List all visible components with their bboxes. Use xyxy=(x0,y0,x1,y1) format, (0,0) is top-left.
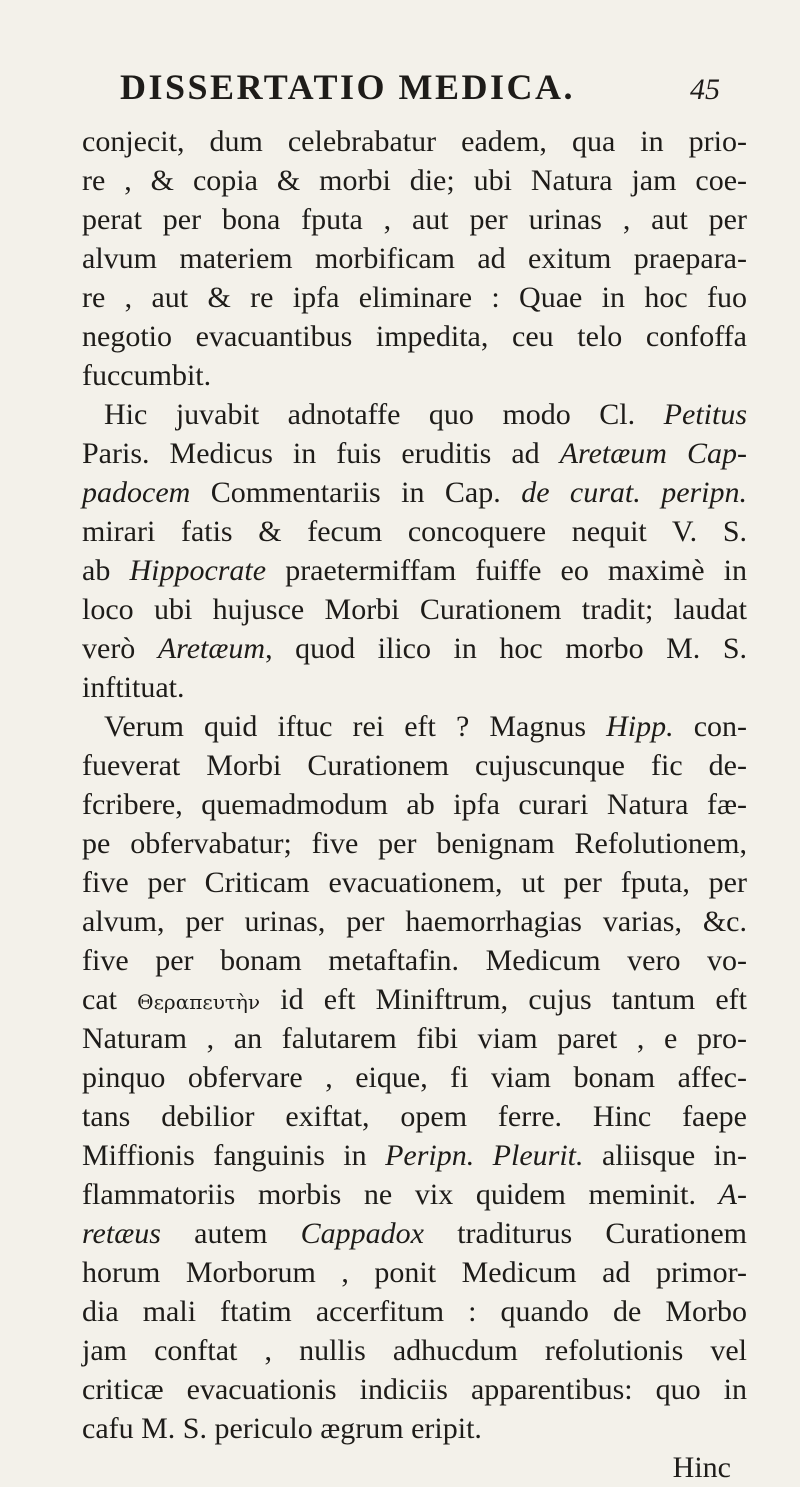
text-line: re , aut & re ipfa eliminare : Quae in hoc fuo xyxy=(82,281,747,314)
body-text xyxy=(82,122,747,1487)
text-line: loco ubi hujusce Morbi Curationem tradit; laudat xyxy=(82,593,747,626)
page-number: 45 xyxy=(690,73,720,106)
text-line: five per Criticam evacuationem, ut per fputa, per xyxy=(82,866,747,899)
text-line: tans debilior exiftat, opem ferre. Hinc faepe xyxy=(82,1100,747,1133)
text-line: jam conftat , nullis adhucdum refolutionis vel xyxy=(82,1334,747,1367)
text-line: Miffionis fanguinis in Peripn. Pleurit. aliisque in- xyxy=(82,1139,748,1172)
running-head xyxy=(120,66,720,116)
text-line: alvum, per urinas, per haemorrhagias varias, &c. xyxy=(82,905,747,938)
text-line: Naturam , an falutarem fibi viam paret , e pro- xyxy=(82,1022,747,1055)
text-line: mirari fatis & fecum concoquere nequit V. S. xyxy=(82,515,747,548)
text-line: padocem Commentariis in Cap. de curat. peripn. xyxy=(82,476,748,509)
text-line: pe obfervabatur; five per benignam Refolutionem, xyxy=(82,827,747,860)
text-line: verò Aretæum, quod ilico in hoc morbo M. S. xyxy=(82,632,748,665)
text-line: pinquo obfervare , eique, fi viam bonam affec- xyxy=(82,1061,747,1094)
text-line: ab Hippocrate praetermiffam fuiffe eo maximè in xyxy=(82,554,748,587)
text-line: dia mali ftatim accerfitum : quando de Morbo xyxy=(82,1295,747,1328)
text-line: Paris. Medicus in fuis eruditis ad Aretæum Cap- xyxy=(82,437,747,470)
text-line: re , & copia & morbi die; ubi Natura jam coe- xyxy=(82,164,747,197)
text-line: fuccumbit. xyxy=(82,359,212,392)
text-line: perat per bona fputa , aut per urinas , aut per xyxy=(82,203,747,236)
text-line: fueverat Morbi Curationem cujuscunque fic de- xyxy=(82,749,747,782)
text-line: criticæ evacuationis indiciis apparentibus: quo in xyxy=(82,1373,747,1406)
catchword: Hinc xyxy=(672,1451,731,1484)
running-title: DISSERTATIO MEDICA. xyxy=(120,67,575,107)
text-line: inftituat. xyxy=(82,671,185,704)
text-line: flammatoriis morbis ne vix quidem meminit. A- xyxy=(82,1178,747,1211)
text-line: cat Θεραπευτὴν id eft Miniftrum, cujus tantum eft xyxy=(82,983,748,1016)
text-line: alvum materiem morbificam ad exitum praepara- xyxy=(82,242,747,275)
text-line: negotio evacuantibus impedita, ceu telo confoffa xyxy=(82,320,747,353)
text-line: conjecit, dum celebrabatur eadem, qua in prio- xyxy=(82,125,747,158)
text-line: Verum quid iftuc rei eft ? Magnus Hipp. con- xyxy=(104,710,747,743)
text-line: cafu M. S. periculo ægrum eripit. xyxy=(82,1412,482,1445)
text-line: retæus autem Cappadox traditurus Curationem xyxy=(82,1217,748,1250)
text-line: Hic juvabit adnotaffe quo modo Cl. Petitus xyxy=(104,398,747,431)
text-line: fcribere, quemadmodum ab ipfa curari Natura fæ- xyxy=(82,788,747,821)
greek-word: Θεραπευτὴν xyxy=(137,990,261,1014)
text-line: five per bonam metaftafin. Medicum vero vo- xyxy=(82,944,747,977)
text-line: horum Morborum , ponit Medicum ad primor- xyxy=(82,1256,747,1289)
